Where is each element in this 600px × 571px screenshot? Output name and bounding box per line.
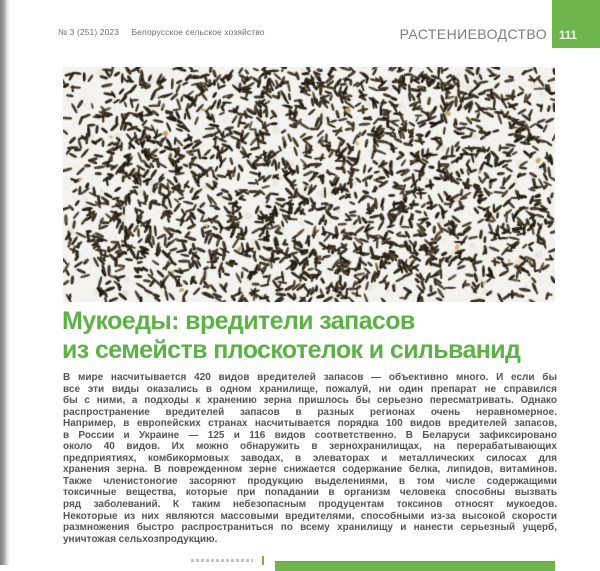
article-title-line: из семейств плоскотелок и сильванид: [62, 336, 521, 364]
body-text-line: Например, в европейских странах насчитывается порядка 100 видов вредителей запасов,: [63, 418, 557, 430]
cropped-bottom-green-bar: [275, 561, 555, 571]
body-text-line: уничтожая сельхозпродукцию.: [63, 533, 218, 545]
cropped-caption-fragment: [191, 559, 253, 562]
body-text-line: хранения зерна. В поврежденном зерне снижается содержание белка, липидов, витаминов.: [63, 464, 557, 476]
body-text-line: Также членистоногие засоряют продукцию выделениями, в том числе содержащими: [63, 475, 557, 487]
body-text-line: около 40 видов. Их можно обнаружить в зернохранилищах, на перерабатывающих: [63, 441, 557, 453]
page-number-box: [552, 0, 600, 48]
body-text-line: бы с ними, а подходы к хранению зерна пришлось бы серьезно пересматривать. Однако: [63, 395, 557, 407]
body-text-line: Некоторые из них являются массовыми вредителями, способными из-за высокой скорости: [63, 510, 557, 522]
article-title-line: Мукоеды: вредители запасов: [62, 307, 415, 335]
body-text-line: В мире насчитывается 420 видов вредителей запасов — объективно много. И если бы: [63, 372, 557, 383]
magazine-name: Белорусское сельское хозяйство: [131, 27, 265, 37]
cropped-caption-divider: [262, 556, 264, 565]
page-edge-shadow: [0, 0, 10, 565]
page-header-left: [58, 27, 265, 37]
body-text-line: предприятиях, комбикормовых заводах, в элеваторах и металлических силосах для: [63, 452, 557, 464]
article-body: [63, 372, 557, 545]
issue-number: № 3 (251) 2023: [58, 27, 120, 37]
body-text-line: распространение вредителей запасов в разных регионах очень неравномерное.: [63, 406, 557, 418]
grain-beetles-photo: [63, 67, 555, 302]
section-title: РАСТЕНИЕВОДСТВО: [399, 26, 547, 42]
body-text-line: токсичные вещества, которые при попадании в организм человека способны вызвать: [63, 487, 557, 499]
article-title: [62, 307, 520, 365]
body-text-line: все эти виды оказались в одном хранилище, пожалуй, ни один препарат не справился: [63, 383, 557, 395]
body-text-line: ряд заболеваний. К таким небезопасным продуцентам токсинов относят мукоедов.: [63, 499, 557, 511]
page-number: 111: [559, 30, 577, 42]
body-text-line: в России и Украине — 125 и 116 видов соответственно. В Беларуси зафиксировано: [63, 429, 557, 441]
body-text-line: размножения быстро распространиться по всему хранилищу и нанести серьезный ущерб,: [63, 522, 557, 534]
